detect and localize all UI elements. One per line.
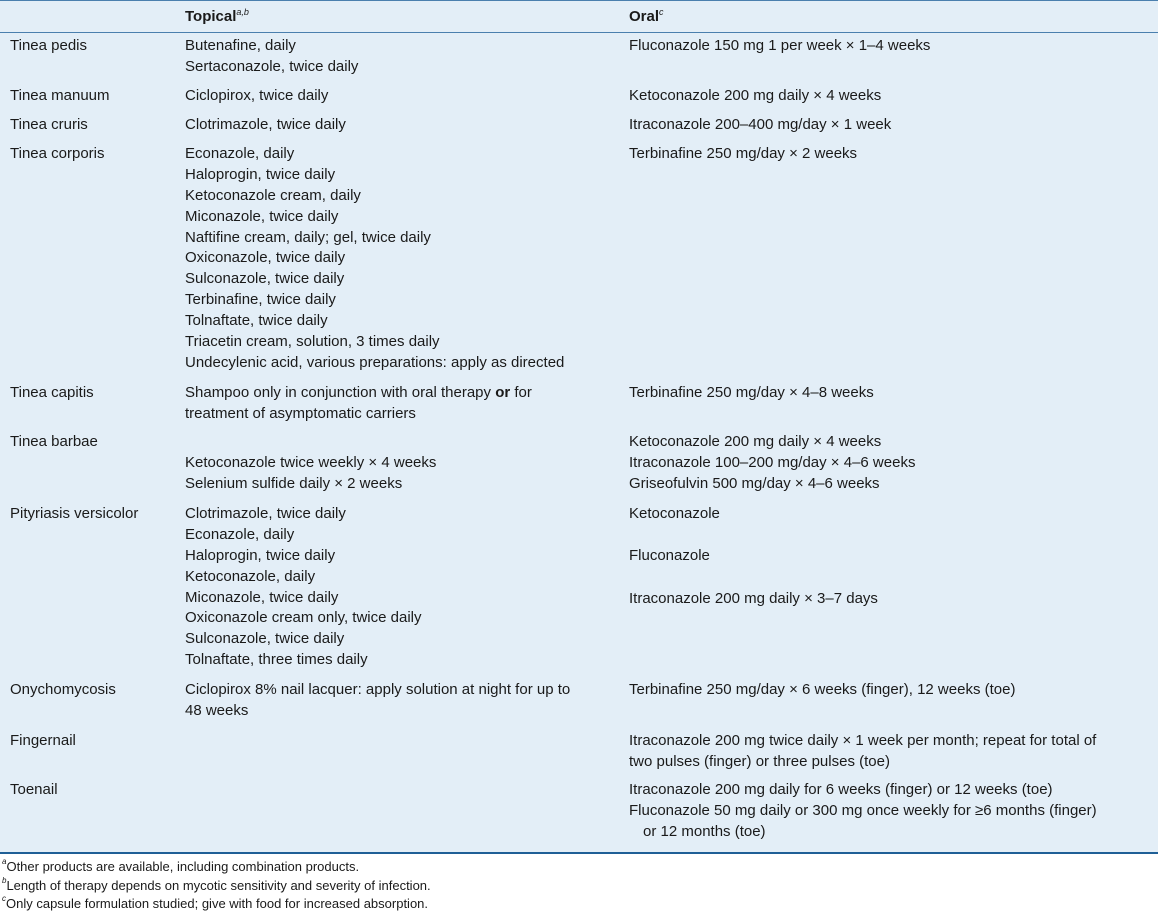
oral-cell: Ketoconazole 200 mg daily × 4 weeks bbox=[629, 87, 882, 104]
oral-cell: Terbinafine 250 mg/day × 2 weeks bbox=[629, 145, 858, 162]
condition-label: Fingernail bbox=[10, 732, 76, 749]
oral-cell: Terbinafine 250 mg/day × 6 weeks (finger), 12 weeks (toe) bbox=[629, 681, 1016, 698]
oral-cell: Fluconazole 150 mg 1 per week × 1–4 weeks bbox=[629, 37, 931, 54]
header-topical: Topical$^{a,b}$ bbox=[185, 7, 249, 25]
footnote-a: $^a$Other products are available, including combination products. bbox=[2, 857, 360, 874]
topical-cell: Shampoo only in conjunction with oral therapy or for treatment of asymptomatic carriers bbox=[185, 384, 532, 422]
footnote-c: $^c$Only capsule formulation studied; give with food for increased absorption. bbox=[2, 894, 429, 911]
topical-cell: Clotrimazole, twice daily bbox=[185, 116, 346, 133]
condition-label: Tinea manuum bbox=[10, 87, 110, 104]
condition-label: Toenail bbox=[10, 781, 58, 798]
topical-cell: Butenafine, daily Sertaconazole, twice daily bbox=[185, 37, 359, 75]
condition-label: Tinea pedis bbox=[10, 37, 87, 54]
condition-label: Onychomycosis bbox=[10, 681, 116, 698]
oral-cell: Itraconazole 200–400 mg/day × 1 week bbox=[629, 116, 892, 133]
footnote-b: $^b$Length of therapy depends on mycotic sensitivity and severity of infection. bbox=[2, 875, 431, 893]
condition-label: Tinea barbae bbox=[10, 433, 98, 450]
condition-label: Tinea corporis bbox=[10, 145, 105, 162]
topical-cell: Econazole, daily Haloprogin, twice daily Ketoconazole cream, daily Miconazole, twice daily Naftifine cream, daily; gel, twice daily Oxiconazole, twice daily Sulconazole, twice daily Terbinafine, twice daily Tolnaftate, twice daily Triacetin cream, solution, 3 times daily Undecylenic acid, various preparations: apply as directed bbox=[185, 145, 565, 371]
topical-cell: Ciclopirox 8% nail lacquer: apply solution at night for up to 48 weeks bbox=[185, 681, 571, 719]
oral-cell: Itraconazole 200 mg twice daily × 1 week per month; repeat for total of two pulses (finger) or three pulses (toe) bbox=[629, 732, 1097, 770]
condition-label: Pityriasis versicolor bbox=[10, 505, 139, 522]
topical-cell: Ketoconazole twice weekly × 4 weeks Selenium sulfide daily × 2 weeks bbox=[185, 454, 437, 492]
topical-cell: Ciclopirox, twice daily bbox=[185, 87, 329, 104]
footnotes bbox=[2, 858, 431, 914]
topical-cell: Clotrimazole, twice daily Econazole, daily Haloprogin, twice daily Ketoconazole, daily Miconazole, twice daily Oxiconazole cream only, twice daily Sulconazole, twice daily Tolnaftate, three times daily bbox=[185, 505, 422, 669]
condition-label: Tinea cruris bbox=[10, 116, 88, 133]
header-oral: Oral$^c$ bbox=[629, 7, 664, 25]
oral-cell: Itraconazole 200 mg daily for 6 weeks (finger) or 12 weeks (toe) Fluconazole 50 mg daily or 300 mg once weekly for ≥6 months (finger) or 12 months (toe) bbox=[629, 781, 1097, 840]
oral-cell: Ketoconazole Fluconazole Itraconazole 200 mg daily × 3–7 days bbox=[629, 505, 878, 607]
oral-cell: Terbinafine 250 mg/day × 4–8 weeks bbox=[629, 384, 874, 401]
table-header bbox=[0, 1, 1158, 33]
condition-label: Tinea capitis bbox=[10, 384, 94, 401]
oral-cell: Ketoconazole 200 mg daily × 4 weeks Itraconazole 100–200 mg/day × 4–6 weeks Griseofulvin 500 mg/day × 4–6 weeks bbox=[629, 433, 916, 492]
